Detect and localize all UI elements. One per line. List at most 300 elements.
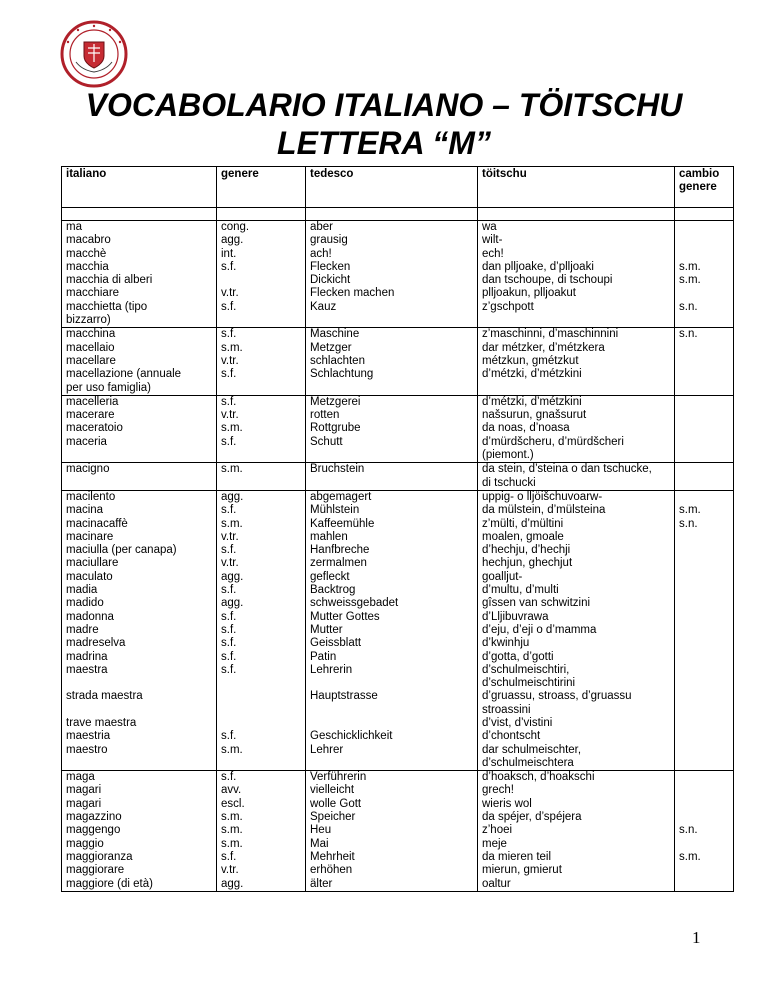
title-line-1: VOCABOLARIO ITALIANO – TÖITSCHU xyxy=(85,87,683,123)
cell-line: uppig- o lljöišchuvoarw- xyxy=(482,490,603,503)
cell-line xyxy=(221,314,301,327)
cell-line: s.f. xyxy=(221,584,237,597)
cell-line: aber xyxy=(310,221,334,233)
cell-line: agg. xyxy=(221,234,244,247)
cell-line xyxy=(310,717,473,730)
cell-genere xyxy=(217,463,306,491)
cell-line: Mutter xyxy=(310,623,343,636)
cell-line: d’schulmeischtiri, xyxy=(482,663,570,676)
cell-tedesco xyxy=(306,463,478,491)
cell-line: (piemont.) xyxy=(482,449,534,462)
table-row xyxy=(62,328,734,395)
table-row xyxy=(62,490,734,770)
cell-line: madre xyxy=(66,623,99,636)
cell-line: magazzino xyxy=(66,811,122,824)
cell-line xyxy=(310,677,473,690)
cell-line: d’Lljibuvrawa xyxy=(482,610,549,623)
cell-line: Dickicht xyxy=(310,274,351,287)
cell-genere xyxy=(217,395,306,462)
cell-line: s.m. xyxy=(221,743,243,756)
cell-line: Schutt xyxy=(310,435,343,448)
cell-line: v.tr. xyxy=(221,409,239,422)
cell-line: v.tr. xyxy=(221,354,239,367)
spacer-row xyxy=(62,208,734,221)
cell-line: macabro xyxy=(66,234,111,247)
cell-line xyxy=(679,544,729,557)
cell-line: z’hoei xyxy=(482,824,513,837)
cell-line xyxy=(310,449,473,462)
cell-line: s.f. xyxy=(221,504,237,517)
table-body xyxy=(62,208,734,892)
cell-line: macchia xyxy=(66,260,109,273)
cell-line: macina xyxy=(66,504,104,517)
cell-line: maestro xyxy=(66,743,108,756)
cell-line xyxy=(679,771,729,784)
cell-line: s.f. xyxy=(221,850,237,863)
cell-line: zermalmen xyxy=(310,557,367,570)
cell-line: d’kwinhju xyxy=(482,637,530,650)
cell-line xyxy=(679,637,729,650)
cell-genere xyxy=(217,490,306,770)
cell-tedesco xyxy=(306,221,478,328)
header-italiano: italiano xyxy=(62,167,217,208)
cell-line: Hanfbreche xyxy=(310,544,370,557)
cell-line: s.f. xyxy=(221,328,237,341)
cell-line: mahlen xyxy=(310,530,348,543)
cell-line: madonna xyxy=(66,610,114,623)
cell-line: ma xyxy=(66,221,82,233)
cell-line xyxy=(679,409,729,422)
cell-line: trave maestra xyxy=(66,716,137,729)
cell-line: gîssen van schwitzini xyxy=(482,597,591,610)
cell-line xyxy=(66,677,212,690)
cell-line xyxy=(679,382,729,395)
cell-toitschu xyxy=(478,328,675,395)
cell-line: maestra xyxy=(66,663,108,676)
cell-line: meje xyxy=(482,837,507,850)
cell-line xyxy=(679,449,729,462)
cell-line: Mutter Gottes xyxy=(310,610,380,623)
cell-toitschu xyxy=(478,771,675,892)
cell-line: gefleckt xyxy=(310,570,350,583)
cell-cambio-genere xyxy=(675,395,734,462)
cell-line: s.n. xyxy=(679,517,698,530)
cell-line: ach! xyxy=(310,247,332,260)
cell-italiano xyxy=(62,395,217,462)
cell-line: dar métzker, d’métzkera xyxy=(482,341,605,354)
cell-line: métzkun, gmétzkut xyxy=(482,354,579,367)
cell-line: moalen, gmoale xyxy=(482,530,564,543)
cell-line: da mieren teil xyxy=(482,850,552,863)
cell-line: Kaffeemühle xyxy=(310,517,375,530)
cell-line: s.m. xyxy=(679,850,701,863)
cell-line: wieris wol xyxy=(482,797,532,810)
table-row xyxy=(62,463,734,491)
cell-line: macchia di alberi xyxy=(66,274,153,287)
cell-line: s.n. xyxy=(679,824,698,837)
cell-line xyxy=(679,677,729,690)
cell-line: macelleria xyxy=(66,395,119,408)
cell-line xyxy=(679,624,729,637)
cell-line xyxy=(221,757,301,770)
cell-italiano xyxy=(62,221,217,328)
cell-line: Mühlstein xyxy=(310,504,360,517)
cell-genere xyxy=(217,221,306,328)
cell-line: s.m. xyxy=(221,811,243,824)
cell-genere xyxy=(217,771,306,892)
cell-line: s.f. xyxy=(221,368,237,381)
cell-line: maculato xyxy=(66,570,113,583)
cell-line xyxy=(679,248,729,261)
cell-line xyxy=(679,690,729,703)
cell-toitschu xyxy=(478,490,675,770)
cell-line: s.f. xyxy=(221,435,237,448)
cell-line: madido xyxy=(66,597,104,610)
cell-line: plljoakun, plljoakut xyxy=(482,287,576,300)
cell-line xyxy=(679,221,729,234)
cell-line xyxy=(310,314,473,327)
cell-line: macigno xyxy=(66,463,110,476)
cell-line: s.f. xyxy=(221,544,237,557)
cell-line: d’hoaksch, d’hoakschi xyxy=(482,771,595,784)
cell-line: s.m. xyxy=(221,837,243,850)
cell-line: s.f. xyxy=(221,637,237,650)
cell-line: v.tr. xyxy=(221,864,239,877)
cell-line xyxy=(66,449,212,462)
cell-line: z’maschinni, d’maschinnini xyxy=(482,328,619,341)
cell-line xyxy=(679,744,729,757)
cell-line: wa xyxy=(482,221,497,233)
cell-line: maggiore (di età) xyxy=(66,877,153,890)
cell-line: s.f. xyxy=(221,623,237,636)
cell-line xyxy=(679,811,729,824)
cell-italiano xyxy=(62,328,217,395)
cell-line xyxy=(679,477,729,490)
cell-line: älter xyxy=(310,877,333,890)
spacer-cell xyxy=(478,208,675,221)
cell-line xyxy=(679,717,729,730)
cell-line: Mehrheit xyxy=(310,850,355,863)
cell-line xyxy=(310,757,473,770)
cell-line: d’gotta, d’gotti xyxy=(482,650,554,663)
cell-line: agg. xyxy=(221,490,244,503)
cell-line: per uso famiglia) xyxy=(66,381,152,394)
cell-toitschu xyxy=(478,221,675,328)
cell-line: s.m. xyxy=(221,463,243,476)
cell-line xyxy=(679,651,729,664)
cell-line: Schlachtung xyxy=(310,368,374,381)
cell-line: wilt- xyxy=(482,234,503,247)
cell-cambio-genere xyxy=(675,328,734,395)
cell-line xyxy=(679,342,729,355)
cell-line: bizzarro) xyxy=(66,314,111,327)
cell-italiano xyxy=(62,490,217,770)
cell-line: macilento xyxy=(66,490,116,503)
cell-line: z’gschpott xyxy=(482,300,534,313)
cell-line: maciulla (per canapa) xyxy=(66,544,177,557)
table-row xyxy=(62,771,734,892)
cell-line: ech! xyxy=(482,247,504,260)
cell-line: maciullare xyxy=(66,557,119,570)
cell-line: d’chontscht xyxy=(482,730,541,743)
cell-cambio-genere xyxy=(675,771,734,892)
cell-line: s.f. xyxy=(221,300,237,313)
cell-line: int. xyxy=(221,247,237,260)
cell-line: Bruchstein xyxy=(310,463,365,476)
cell-line xyxy=(221,274,301,287)
cell-line: maggiorare xyxy=(66,864,125,877)
cell-line xyxy=(679,784,729,797)
cell-line: s.m. xyxy=(221,517,243,530)
cell-line: s.m. xyxy=(679,260,701,273)
cell-line xyxy=(66,757,212,770)
cell-line: Geissblatt xyxy=(310,637,362,650)
cell-line: da mülstein, d’mülsteina xyxy=(482,504,606,517)
cell-line: da noas, d’noasa xyxy=(482,422,570,435)
cell-line xyxy=(679,611,729,624)
cell-line xyxy=(679,664,729,677)
cell-line: hechjun, ghechjut xyxy=(482,557,573,570)
cell-line: macinare xyxy=(66,530,114,543)
cell-line: v.tr. xyxy=(221,557,239,570)
cell-line: s.m. xyxy=(679,274,701,287)
cell-line: s.f. xyxy=(221,730,237,743)
cell-line: da spéjer, d’spéjera xyxy=(482,811,582,824)
page-number: 1 xyxy=(692,928,701,947)
cell-line: macchè xyxy=(66,247,107,260)
cell-line: macinacaffè xyxy=(66,517,128,530)
spacer-cell xyxy=(306,208,478,221)
cell-line: s.n. xyxy=(679,300,698,313)
cell-line xyxy=(679,838,729,851)
cell-line: Speicher xyxy=(310,811,356,824)
cell-line: macchietta (tipo xyxy=(66,300,148,313)
cell-cambio-genere xyxy=(675,221,734,328)
cell-line xyxy=(679,436,729,449)
cell-line xyxy=(679,730,729,743)
cell-line: Lehrerin xyxy=(310,663,353,676)
cell-line: Verführerin xyxy=(310,771,367,784)
cell-line: dar schulmeischter, xyxy=(482,743,582,756)
table-header-row xyxy=(62,167,734,208)
cell-line xyxy=(221,717,301,730)
cell-line: Rottgrube xyxy=(310,422,361,435)
cell-tedesco xyxy=(306,328,478,395)
cell-line xyxy=(679,704,729,717)
cell-line: d’hechju, d’hechji xyxy=(482,544,571,557)
spacer-cell xyxy=(62,208,217,221)
cell-line xyxy=(679,557,729,570)
cell-line: Kauz xyxy=(310,300,337,313)
cell-line: d’mürdšcheru, d’mürdšcheri xyxy=(482,435,624,448)
cell-line: s.f. xyxy=(221,260,237,273)
cell-line: maceratoio xyxy=(66,422,123,435)
cell-line: oaltur xyxy=(482,877,511,890)
cell-line: v.tr. xyxy=(221,287,239,300)
header-toitschu: töitschu xyxy=(478,167,675,208)
title-line-2: LETTERA “M” xyxy=(277,125,491,161)
cell-line: madrina xyxy=(66,650,108,663)
cell-line: maggio xyxy=(66,837,104,850)
cell-line xyxy=(679,878,729,891)
cell-italiano xyxy=(62,463,217,491)
cell-line: Heu xyxy=(310,824,332,837)
cell-line xyxy=(679,571,729,584)
cell-line: macerare xyxy=(66,409,115,422)
cell-line xyxy=(310,477,473,490)
cell-line: d’vist, d’vistini xyxy=(482,716,553,729)
cell-line xyxy=(679,584,729,597)
cell-line: Hauptstrasse xyxy=(310,690,378,703)
cell-line: s.m. xyxy=(221,824,243,837)
cell-line: d’métzki, d’métzkini xyxy=(482,395,582,408)
cell-line: magari xyxy=(66,797,102,810)
cell-line: Mai xyxy=(310,837,329,850)
cell-line: di tschucki xyxy=(482,476,536,489)
cell-line xyxy=(679,287,729,300)
cell-line: Backtrog xyxy=(310,584,356,597)
cell-line: maggengo xyxy=(66,824,121,837)
cell-line: s.f. xyxy=(221,650,237,663)
cell-line: schweissgebadet xyxy=(310,597,399,610)
cell-line: da stein, d’steina o dan tschucke, xyxy=(482,463,652,476)
cell-line xyxy=(221,677,301,690)
cell-line xyxy=(679,491,729,504)
cell-genere xyxy=(217,328,306,395)
cell-line: s.m. xyxy=(221,341,243,354)
document-title xyxy=(0,86,768,162)
header-tedesco: tedesco xyxy=(306,167,478,208)
cell-line: stroassini xyxy=(482,703,531,716)
cell-line xyxy=(221,477,301,490)
cell-cambio-genere xyxy=(675,490,734,770)
cell-line: macchiare xyxy=(66,287,120,300)
cell-line: Flecken xyxy=(310,260,351,273)
cell-line: madreselva xyxy=(66,637,126,650)
cell-line: schlachten xyxy=(310,354,365,367)
cell-line: macellazione (annuale xyxy=(66,368,182,381)
cell-line xyxy=(679,864,729,877)
vocabulary-table xyxy=(61,166,734,892)
cell-line xyxy=(310,382,473,395)
cell-line: s.m. xyxy=(221,422,243,435)
cell-line xyxy=(679,314,729,327)
cell-line: d’eju, d’eji o d’mamma xyxy=(482,623,597,636)
cell-toitschu xyxy=(478,463,675,491)
cell-line: s.f. xyxy=(221,771,237,784)
cell-line: goalljut- xyxy=(482,570,523,583)
cell-tedesco xyxy=(306,395,478,462)
cell-line xyxy=(66,477,212,490)
cell-line xyxy=(66,704,212,717)
header-cambio-genere: cambio genere xyxy=(675,167,734,208)
cell-line: rotten xyxy=(310,409,340,422)
cell-line: Metzger xyxy=(310,341,352,354)
cell-line: maceria xyxy=(66,435,107,448)
cell-tedesco xyxy=(306,490,478,770)
cell-line: grausig xyxy=(310,234,348,247)
cell-line: macellaio xyxy=(66,341,115,354)
cell-toitschu xyxy=(478,395,675,462)
cell-line xyxy=(482,382,670,395)
cell-line: grech! xyxy=(482,784,514,797)
cell-line xyxy=(221,690,301,703)
spacer-cell xyxy=(217,208,306,221)
cell-line: erhöhen xyxy=(310,864,353,877)
cell-line: d’schulmeischtera xyxy=(482,756,574,769)
cell-line: dan tschoupe, di tschoupi xyxy=(482,274,613,287)
cell-line: cong. xyxy=(221,221,250,233)
cell-line: vielleicht xyxy=(310,784,355,797)
cell-line xyxy=(679,396,729,409)
cell-line xyxy=(679,531,729,544)
cell-line: Lehrer xyxy=(310,743,344,756)
cell-line xyxy=(482,314,670,327)
cell-line: dan plljoake, d’plljoaki xyxy=(482,260,594,273)
cell-line xyxy=(221,449,301,462)
cell-cambio-genere xyxy=(675,463,734,491)
cell-line: agg. xyxy=(221,570,244,583)
cell-line xyxy=(679,463,729,476)
cell-line xyxy=(221,704,301,717)
table-row xyxy=(62,395,734,462)
cell-tedesco xyxy=(306,771,478,892)
cell-line: z’mülti, d’mültini xyxy=(482,517,564,530)
cell-line xyxy=(679,234,729,247)
cell-line: magari xyxy=(66,784,102,797)
cell-line: s.f. xyxy=(221,395,237,408)
cell-line: maga xyxy=(66,771,95,784)
cell-line: v.tr. xyxy=(221,530,239,543)
cell-line: avv. xyxy=(221,784,242,797)
cell-line: macchina xyxy=(66,328,116,341)
cell-line: s.f. xyxy=(221,610,237,623)
cell-line: Maschine xyxy=(310,328,360,341)
cell-line: Geschicklichkeit xyxy=(310,730,393,743)
cell-line xyxy=(679,597,729,610)
cell-line: Flecken machen xyxy=(310,287,395,300)
cell-line xyxy=(679,422,729,435)
cell-line: escl. xyxy=(221,797,245,810)
cell-line: agg. xyxy=(221,877,244,890)
cell-italiano xyxy=(62,771,217,892)
cell-line: abgemagert xyxy=(310,490,372,503)
cell-line xyxy=(310,704,473,717)
header-genere: genere xyxy=(217,167,306,208)
cell-line: wolle Gott xyxy=(310,797,362,810)
cell-line xyxy=(221,382,301,395)
cell-line: našsurun, gnašsurut xyxy=(482,409,587,422)
cell-line: maestria xyxy=(66,730,111,743)
cell-line: s.f. xyxy=(221,663,237,676)
cell-line: Patin xyxy=(310,650,337,663)
cell-line: maggioranza xyxy=(66,850,133,863)
table-row xyxy=(62,221,734,328)
cell-line: s.n. xyxy=(679,328,698,341)
cell-line: d’métzki, d’métzkini xyxy=(482,368,582,381)
cell-line: d’gruassu, stroass, d’gruassu xyxy=(482,690,632,703)
cell-line xyxy=(679,355,729,368)
cell-line: macellare xyxy=(66,354,116,367)
cell-line: s.m. xyxy=(679,504,701,517)
cell-line: Metzgerei xyxy=(310,395,361,408)
cell-line xyxy=(679,368,729,381)
cell-line: madia xyxy=(66,584,98,597)
cell-line: d’multu, d’multi xyxy=(482,584,559,597)
cell-line: d’schulmeischtirini xyxy=(482,677,576,690)
spacer-cell xyxy=(675,208,734,221)
circular-seal-logo xyxy=(60,20,128,88)
